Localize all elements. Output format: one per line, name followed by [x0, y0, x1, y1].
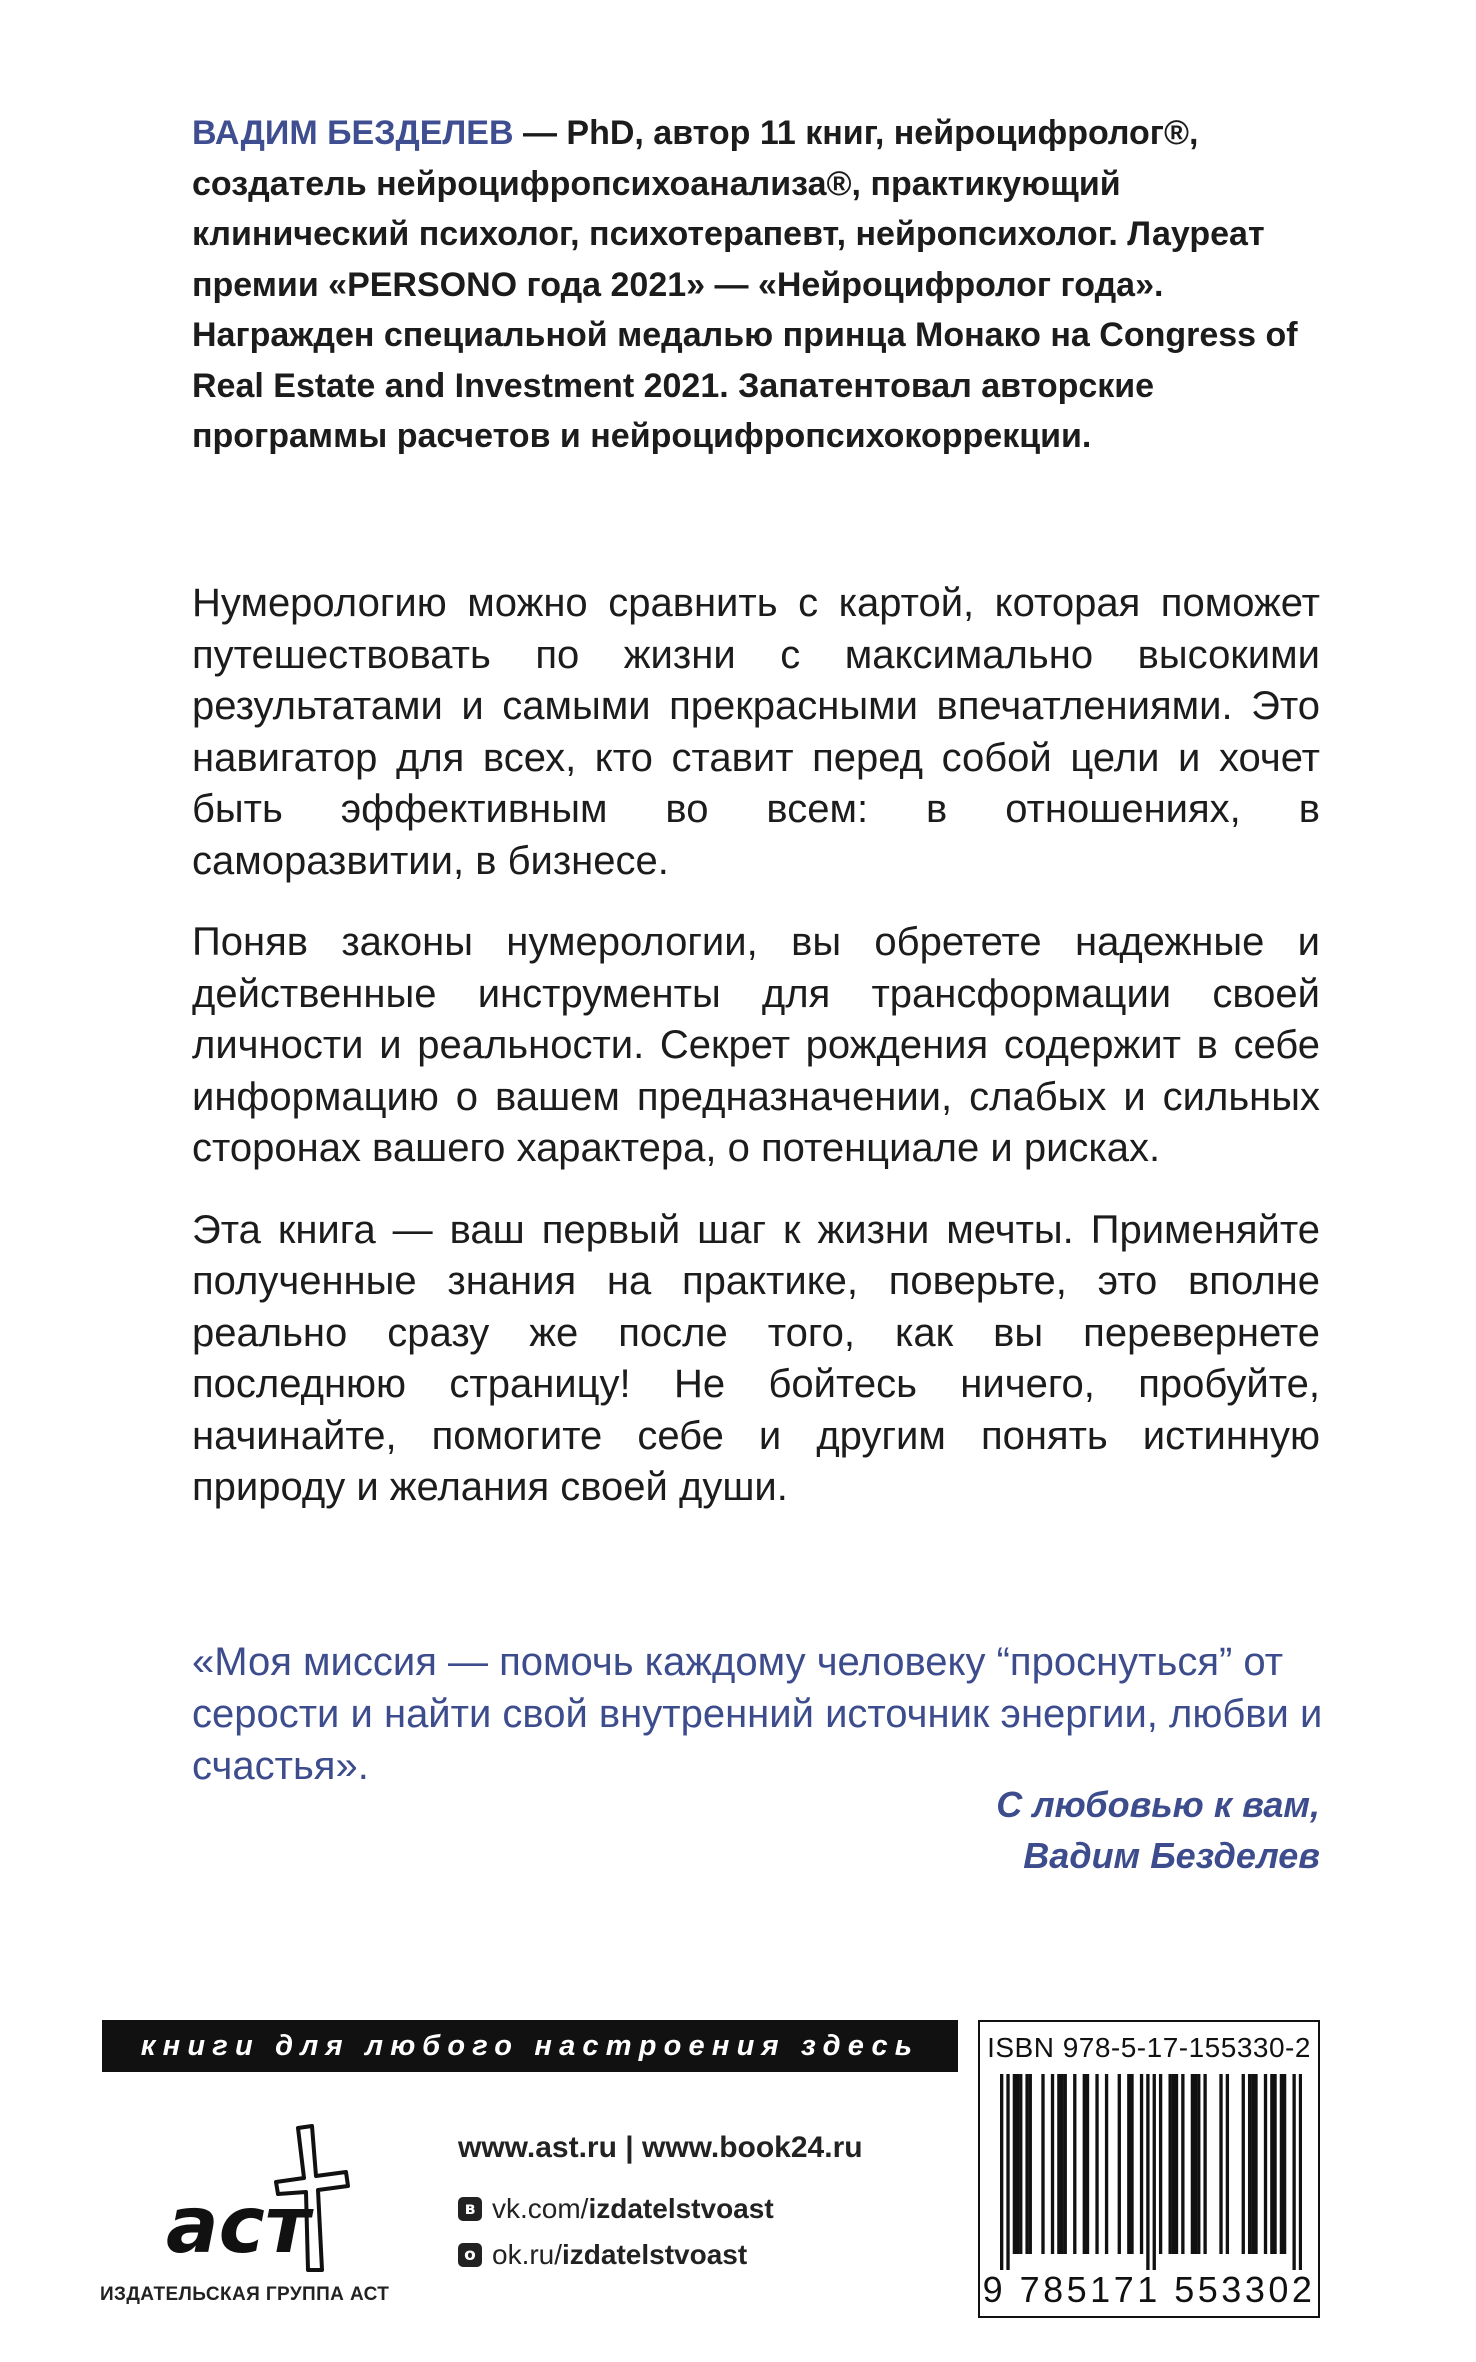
isbn-barcode-box [978, 2020, 1320, 2318]
barcode-bar [1168, 2074, 1171, 2254]
barcode-bar [1159, 2074, 1162, 2254]
barcode-bar [1095, 2074, 1098, 2254]
barcode-bar [1041, 2074, 1044, 2254]
barcode-bar [1175, 2074, 1178, 2254]
publisher-links [458, 2128, 958, 2282]
ean-digits: 9 785171 553302 [982, 2269, 1316, 2310]
barcode-bar [1251, 2074, 1254, 2254]
barcode-bar [1000, 2074, 1003, 2270]
logo-text: аст [166, 2181, 311, 2271]
author-bio-text: — PhD, автор 11 книг, нейроцифролог®, создатель нейроцифропсихоанализа®, практикующий клинический психолог, психотерапевт, нейропсихолог. Лауреат премии «PERSONO года 2021» — «Нейроцифролог года». Награжден специальной медалью принца Монако на Congress of Real Estate and Investment 2021. Запатентовал авторские программы расчетов и нейроцифропсихокоррекции. [192, 114, 1298, 455]
barcode-bar [1248, 2074, 1251, 2254]
barcode-bar [1299, 2074, 1302, 2270]
barcode-bar [1006, 2074, 1009, 2270]
ast-logo-graphic [158, 2120, 378, 2280]
vk-icon: в [458, 2197, 482, 2221]
isbn-label: ISBN 978-5-17-155330-2 [987, 2032, 1311, 2063]
description-paragraph-3: Эта книга — ваш первый шаг к жизни мечты. Применяйте полученные знания на практике, поверьте, это вполне реально сразу же после того, как вы перевернете последнюю страницу! Не бойтесь ничего, пробуйте, начинайте, помогите себе и другим понять истинную природу и желания своей души. [192, 1207, 1320, 1509]
website-links[interactable]: www.ast.ru | www.book24.ru [458, 2131, 863, 2164]
barcode-bar [1146, 2074, 1149, 2270]
barcode-bar [1203, 2074, 1206, 2254]
barcode-bar [1172, 2074, 1175, 2254]
author-quote: «Моя миссия — помочь каждому человеку “проснуться” от серости и найти свой внутренний источник энергии, любви и счастья». [192, 1640, 1323, 1788]
barcode-bar [1254, 2074, 1257, 2254]
author-name: ВАДИМ БЕЗДЕЛЕВ [192, 114, 514, 152]
ok-link[interactable] [458, 2236, 958, 2274]
barcode-bar [1140, 2074, 1143, 2254]
ok-prefix: ok.ru/ [492, 2239, 563, 2270]
barcode-bar [1273, 2074, 1276, 2254]
barcode-bar [1016, 2074, 1019, 2254]
barcode-bar [1219, 2074, 1222, 2254]
description-paragraph-1: Нумерологию можно сравнить с картой, которая поможет путешествовать по жизни с максимально высокими результатами и самыми прекрасными впечатлениями. Это навигатор для всех, кто ставит перед собой цели и хочет быть эффективным во всем: в отношениях, в саморазвитии, в бизнесе. [192, 581, 1320, 883]
barcode-bar [1226, 2074, 1229, 2254]
barcode-bar [1057, 2074, 1060, 2254]
vk-prefix: vk.com/ [492, 2193, 589, 2224]
barcode-bar [1025, 2074, 1028, 2254]
barcode-bar [1283, 2074, 1286, 2254]
book-description [192, 578, 1320, 1514]
publisher-logo [100, 2120, 430, 2360]
barcode-bar [1194, 2074, 1197, 2254]
barcode-bar [1181, 2074, 1184, 2254]
barcode-bar [1191, 2074, 1194, 2254]
vk-handle: izdatelstvoast [588, 2193, 774, 2224]
ok-handle: izdatelstvoast [562, 2239, 748, 2270]
barcode-bar [1013, 2074, 1016, 2254]
slogan-band: книги для любого настроения здесь [102, 2020, 958, 2072]
barcode-bar [1064, 2074, 1067, 2254]
barcode-bar [1197, 2074, 1200, 2254]
barcode-bar [1130, 2074, 1133, 2254]
barcode-bar [1083, 2074, 1086, 2254]
barcode-bar [1264, 2074, 1267, 2254]
signature-line-2: Вадим Безделев [1023, 1835, 1320, 1876]
barcode-bar [1153, 2074, 1156, 2270]
description-paragraph-2: Поняв законы нумерологии, вы обретете надежные и действенные инструменты для трансформации своей личности и реальности. Секрет рождения содержит в себе информацию о вашем предназначении, слабых и сильных сторонах вашего характера, о потенциале и рисках. [192, 920, 1320, 1170]
publisher-imprint: ИЗДАТЕЛЬСКАЯ ГРУППА АСТ [100, 2284, 390, 2305]
barcode-bar [1060, 2074, 1063, 2254]
author-bio [192, 108, 1332, 462]
odnoklassniki-icon: о [458, 2243, 482, 2267]
author-signature [820, 1779, 1320, 1881]
barcode-bar [1280, 2074, 1283, 2254]
barcode-bar [1118, 2074, 1121, 2254]
signature-line-1: С любовью к вам, [996, 1784, 1320, 1825]
barcode-bars [1000, 2074, 1302, 2270]
barcode-bar [1292, 2074, 1295, 2270]
barcode-bar [1242, 2074, 1245, 2254]
barcode-bar [1086, 2074, 1089, 2254]
barcode-bar [1051, 2074, 1054, 2254]
barcode-bar [1073, 2074, 1076, 2254]
barcode-bar [1127, 2074, 1130, 2254]
vk-link[interactable] [458, 2190, 958, 2228]
barcode-bar [1105, 2074, 1108, 2254]
barcode-bar [1270, 2074, 1273, 2254]
barcode-bar [1029, 2074, 1032, 2254]
barcode-bar [1019, 2074, 1022, 2254]
